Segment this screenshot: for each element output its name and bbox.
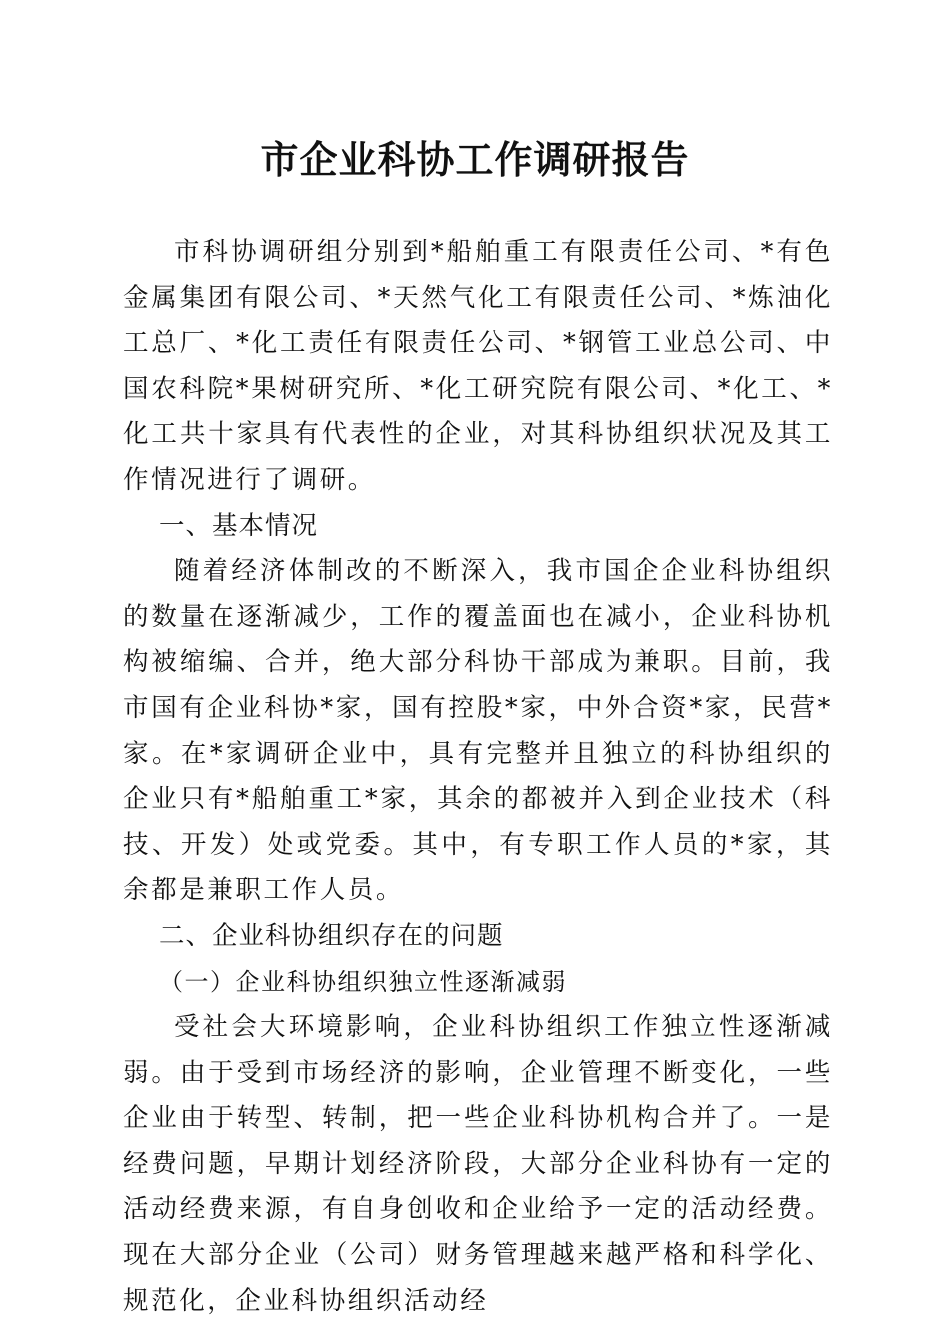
subsection-heading-independence: （一）企业科协组织独立性逐渐减弱	[159, 967, 567, 996]
document-body	[123, 230, 833, 1324]
section-heading-problems: 二、企业科协组织存在的问题	[159, 920, 504, 951]
intro-paragraph: 市科协调研组分别到*船舶重工有限责任公司、*有色金属集团有限公司、*天然气化工有限责任公司、*炼油化工总厂、*化工责任有限责任公司、*钢管工业总公司、中国农科院*果树研究所、*化工研究院有限公司、*化工、*化工共十家具有代表性的企业，对其科协组织状况及其工作情况进行了调研。	[123, 237, 833, 495]
basic-situation-paragraph: 随着经济体制改的不断深入，我市国企企业科协组织的数量在逐渐减少，工作的覆盖面也在减小，企业科协机构被缩编、合并，绝大部分科协干部成为兼职。目前，我市国有企业科协*家，国有控股*家，中外合资*家，民营*家。在*家调研企业中，具有完整并且独立的科协组织的企业只有*船舶重工*家，其余的都被并入到企业技术（科技、开发）处或党委。其中，有专职工作人员的*家，其余都是兼职工作人员。	[123, 556, 833, 906]
section-heading-basic-situation: 一、基本情况	[159, 510, 319, 541]
document-title: 市企业科协工作调研报告	[260, 137, 690, 182]
independence-paragraph: 受社会大环境影响，企业科协组织工作独立性逐渐减弱。由于受到市场经济的影响，企业管理不断变化，一些企业由于转型、转制，把一些企业科协机构合并了。一是经费问题，早期计划经济阶段，大部分企业科协有一定的活动经费来源，有自身创收和企业给予一定的活动经费。现在大部分企业（公司）财务管理越来越严格和科学化、规范化，企业科协组织活动经	[123, 1012, 833, 1316]
